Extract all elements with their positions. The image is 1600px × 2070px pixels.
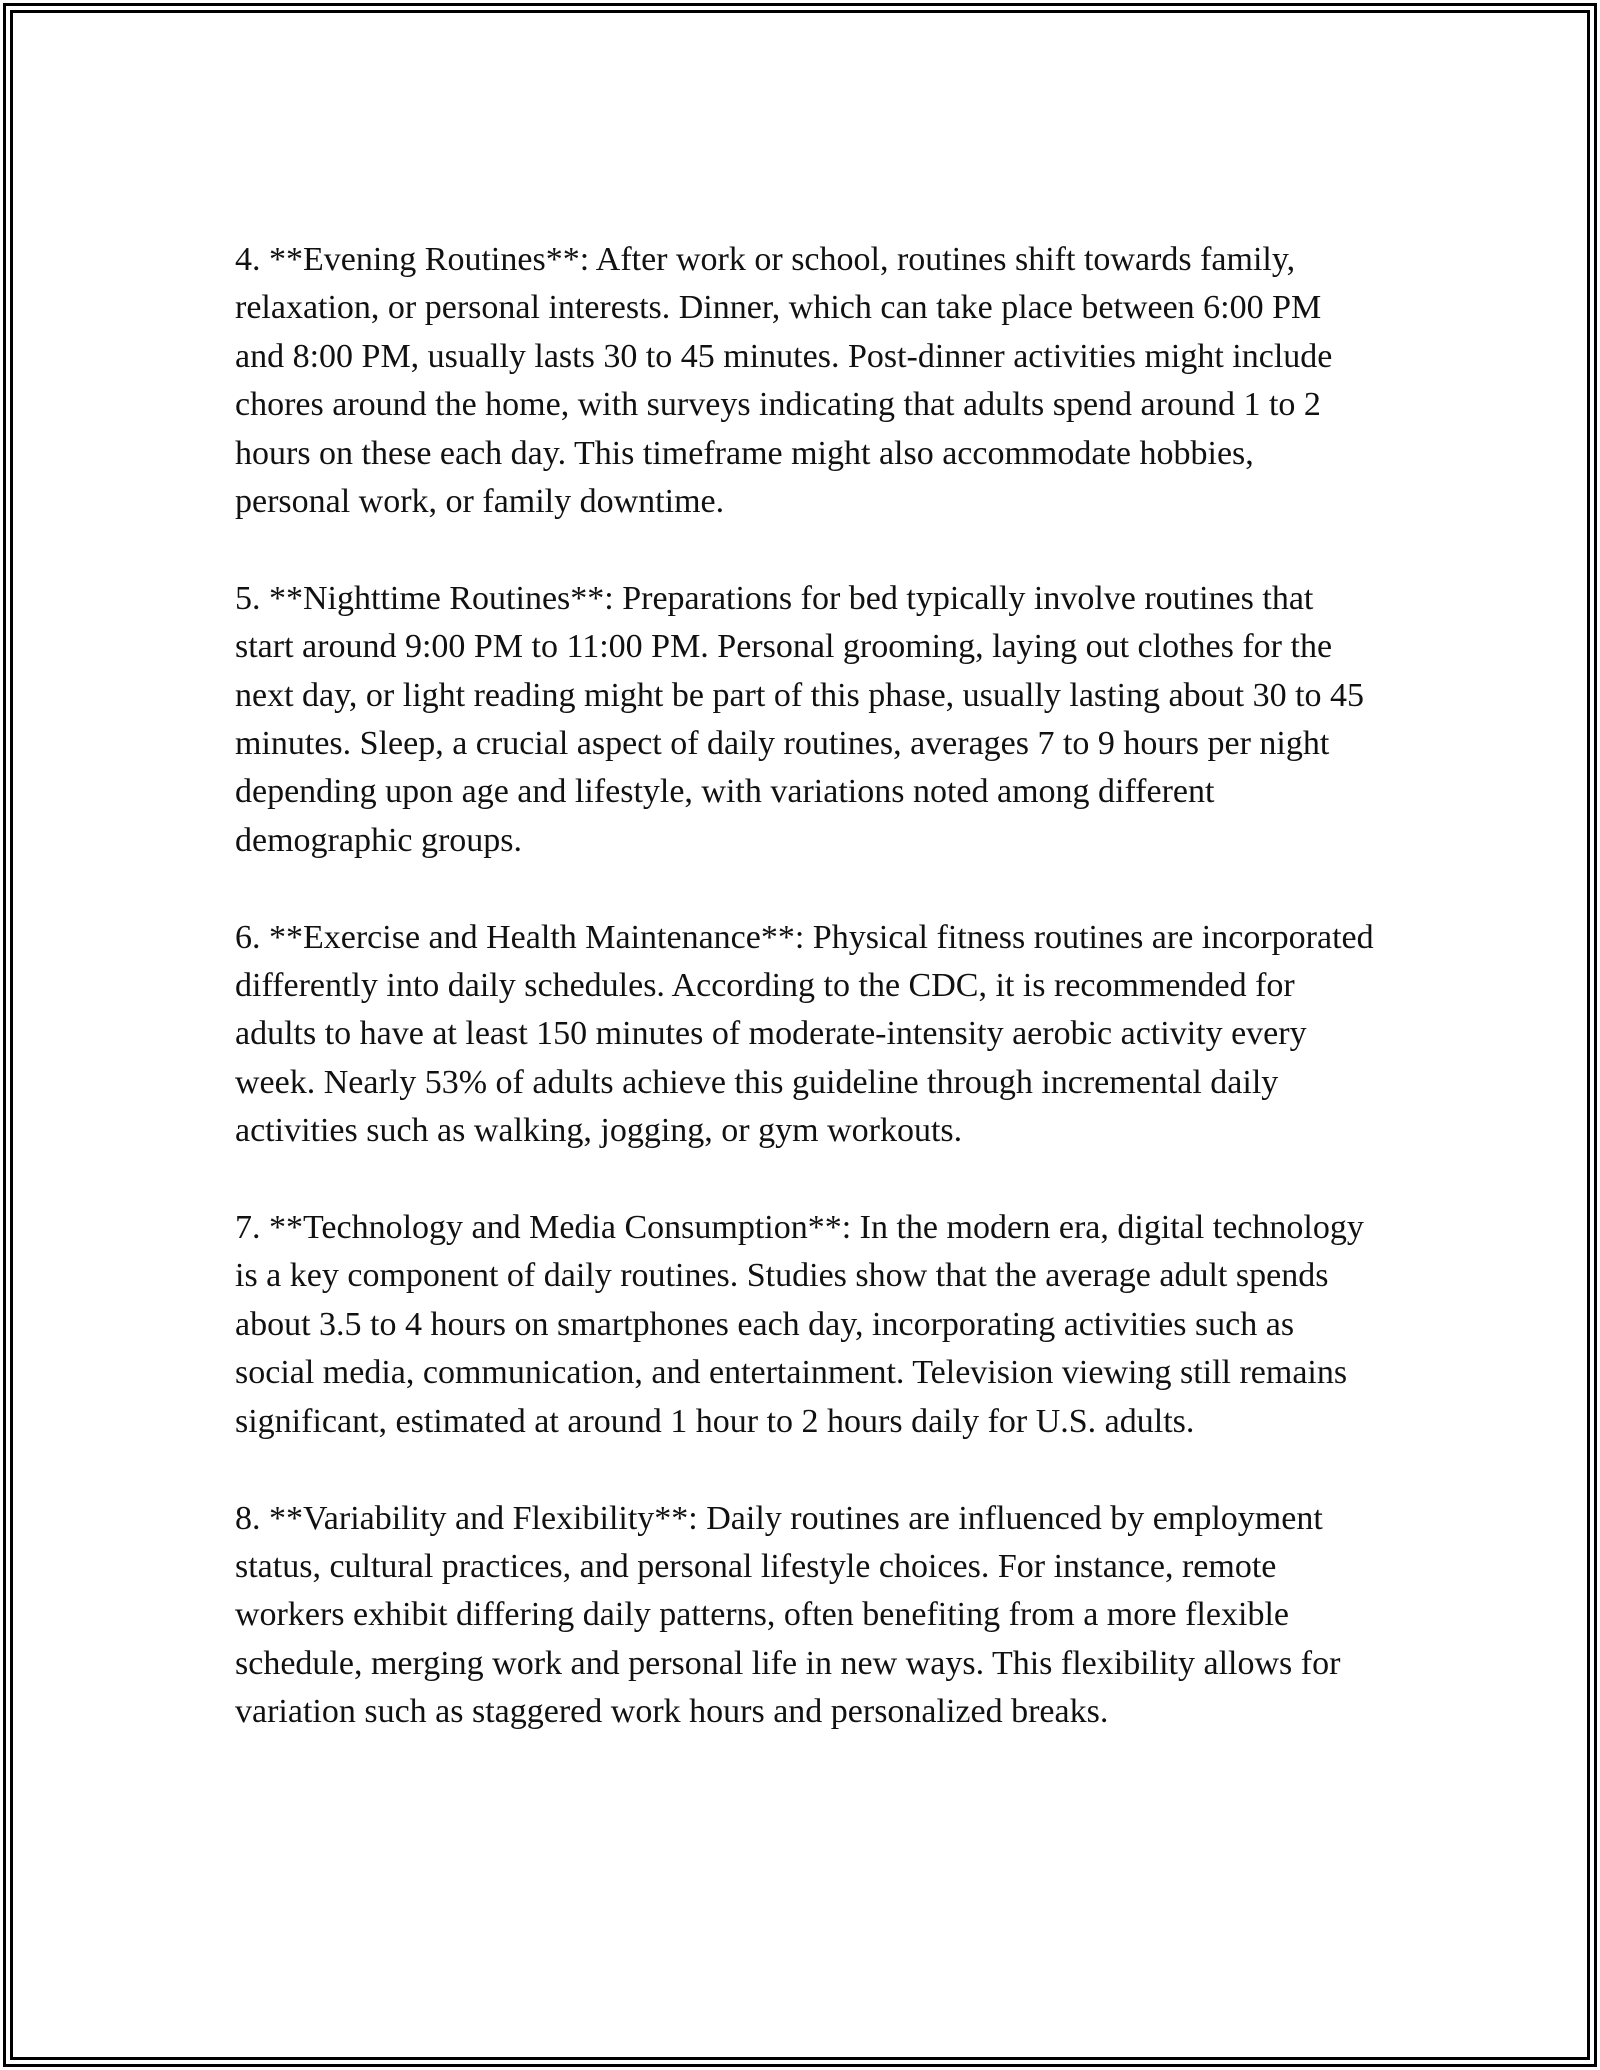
paragraph-variability-flexibility: 8. **Variability and Flexibility**: Daily routines are influenced by employment status, cultural practices, and personal lifestyle choices. For instance, remote workers exhibit differing daily patterns, often benefiting from a more flexible schedule, merging work and personal life in new ways. This flexibility allows for variation such as staggered work hours and personalized breaks. (235, 1499, 1341, 1731)
paragraph-evening-routines: 4. **Evening Routines**: After work or school, routines shift towards family, relaxation, or personal interests. Dinner, which can take place between 6:00 PM and 8:00 PM, usually lasts 30 to 45 minutes. Post-dinner activities might include chores around the home, with surveys indicating that adults spend around 1 to 2 hours on these each day. This timeframe might also accommodate hobbies, personal work, or family downtime. (235, 241, 1333, 521)
paragraph-exercise-health: 6. **Exercise and Health Maintenance**: Physical fitness routines are incorporated differently into daily schedules. According to the CDC, it is recommended for adults to have at least 150 minutes of moderate-intensity aerobic activity every week. Nearly 53% of adults achieve this guideline through incremental daily activities such as walking, jogging, or gym workouts. (235, 918, 1374, 1150)
document-body (235, 236, 1375, 1737)
paragraph-nighttime-routines: 5. **Nighttime Routines**: Preparations for bed typically involve routines that start around 9:00 PM to 11:00 PM. Personal grooming, laying out clothes for the next day, or light reading might be part of this phase, usually lasting about 30 to 45 minutes. Sleep, a crucial aspect of daily routines, averages 7 to 9 hours per night depending upon age and lifestyle, with variations noted among different demographic groups. (235, 579, 1365, 859)
paragraph-technology-media: 7. **Technology and Media Consumption**: In the modern era, digital technology is a key component of daily routines. Studies show that the average adult spends about 3.5 to 4 hours on smartphones each day, incorporating activities such as social media, communication, and entertainment. Television viewing still remains significant, estimated at around 1 hour to 2 hours daily for U.S. adults. (235, 1209, 1364, 1440)
